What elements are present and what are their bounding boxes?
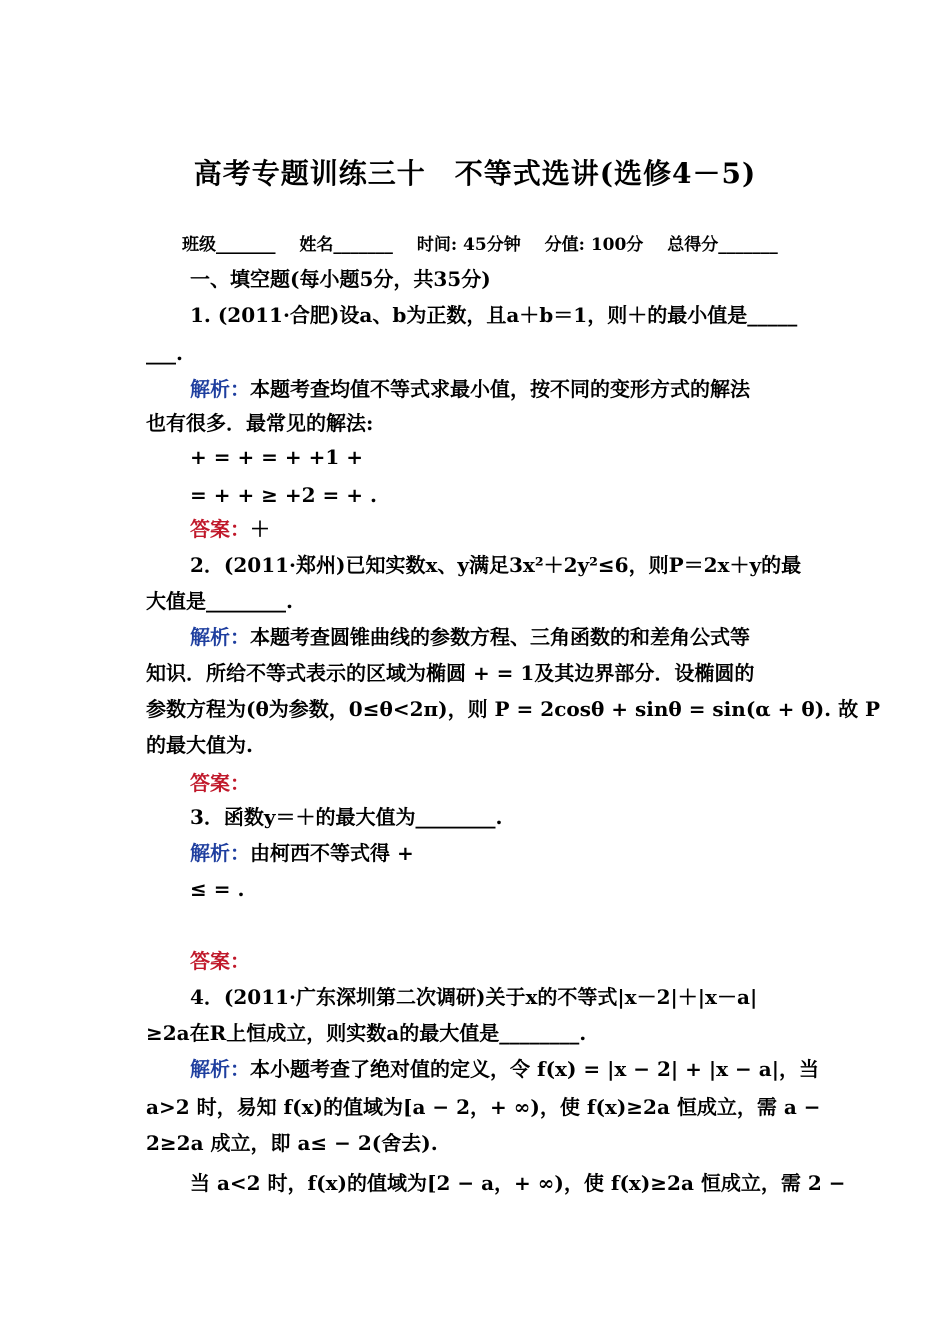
analysis-label: 解析： (190, 625, 250, 649)
q2-analysis-cont-1: 知识．所给不等式表示的区域为椭圆 + = 1及其边界部分．设椭圆的 (146, 661, 755, 685)
answer-label: 答案： (190, 771, 250, 795)
q3-stem: 3．函数y＝＋的最大值为________. (190, 805, 503, 829)
info-row (182, 230, 822, 255)
q2-stem: 2．(2011·郑州)已知实数x、y满足3x²＋2y²≤6，则P＝2x＋y的最 (190, 553, 802, 577)
q1-answer-text: ＋ (250, 517, 270, 541)
score-field: 分值: 100分 (544, 235, 644, 255)
q1-equation-1: + = + = + +1 + (190, 445, 363, 469)
q2-analysis-text: 本题考查圆锥曲线的参数方程、三角函数的和差角公式等 (250, 625, 750, 649)
q1-analysis-text: 本题考查均值不等式求最小值，按不同的变形方式的解法 (250, 377, 750, 401)
q2-analysis-cont-3: 的最大值为. (146, 733, 253, 757)
q2-analysis-cont-2: 参数方程为(θ为参数，0≤θ<2π)，则 P = 2cosθ + sinθ = sin(α + θ). 故 P (146, 697, 881, 721)
q3-answer (190, 944, 812, 978)
q4-analysis-cont-3: 当 a<2 时，f(x)的值域为[2 − a，+ ∞)，使 f(x)≥2a 恒成立，需 2 − (190, 1171, 846, 1195)
q4-stem: 4．(2011·广东深圳第二次调研)关于x的不等式|x－2|＋|x－a| (190, 985, 758, 1009)
name-field: 姓名_______ (299, 235, 393, 255)
q1-answer (190, 512, 812, 546)
q1-analysis (190, 372, 812, 406)
section-heading: 一、填空题(每小题5分，共35分) (190, 267, 491, 291)
analysis-label: 解析： (190, 841, 250, 865)
q3-analysis-text: 由柯西不等式得 + (250, 841, 414, 865)
q2-answer (190, 766, 812, 800)
q2-analysis (190, 620, 812, 654)
q1-stem-cont: ___. (146, 341, 183, 365)
q4-analysis-cont-1: a>2 时，易知 f(x)的值域为[a − 2，+ ∞)，使 f(x)≥2a 恒成立，需 a − (146, 1095, 821, 1119)
time-field: 时间: 45分钟 (416, 235, 521, 255)
q1-equation-2: = + + ≥ +2 = + . (190, 483, 377, 507)
q3-analysis-cont: ≤ = . (190, 877, 245, 901)
analysis-label: 解析： (190, 377, 250, 401)
total-field: 总得分_______ (667, 235, 778, 255)
q4-analysis-cont-2: 2≥2a 成立，即 a≤ − 2(舍去). (146, 1131, 438, 1155)
q4-stem-cont: ≥2a在R上恒成立，则实数a的最大值是________. (146, 1021, 587, 1045)
q3-analysis (190, 836, 812, 870)
q1-analysis-cont: 也有很多．最常见的解法: (146, 411, 374, 435)
class-field: 班级_______ (182, 235, 276, 255)
analysis-label: 解析： (190, 1057, 250, 1081)
q2-stem-cont: 大值是________. (146, 589, 293, 613)
q1-stem: 1. (2011·合肥)设a、b为正数，且a＋b＝1，则＋的最小值是_____ (190, 303, 798, 327)
page-title: 高考专题训练三十 不等式选讲(选修4－5) (193, 157, 757, 190)
answer-label: 答案： (190, 517, 250, 541)
q4-analysis-text: 本小题考查了绝对值的定义，令 f(x) = |x − 2| + |x − a|，当 (250, 1057, 819, 1081)
answer-label: 答案： (190, 949, 250, 973)
q4-analysis (190, 1052, 819, 1086)
